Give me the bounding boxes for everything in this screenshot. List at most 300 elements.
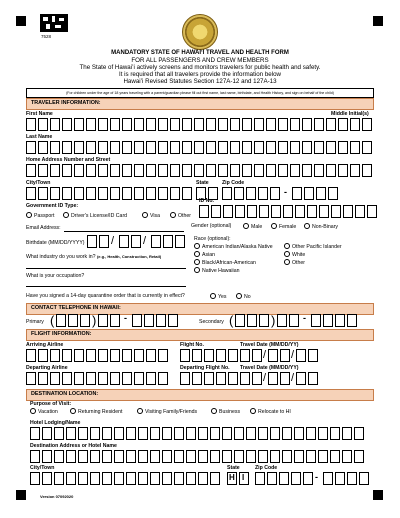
char-box[interactable] bbox=[98, 187, 108, 200]
char-box[interactable] bbox=[204, 372, 214, 385]
char-box[interactable] bbox=[218, 164, 228, 177]
char-box[interactable] bbox=[182, 141, 192, 154]
char-box[interactable] bbox=[158, 187, 168, 200]
char-box[interactable] bbox=[280, 372, 290, 385]
char-box[interactable] bbox=[132, 314, 142, 327]
char-box[interactable] bbox=[162, 427, 172, 440]
zip4-field[interactable] bbox=[292, 187, 340, 200]
char-box[interactable] bbox=[122, 118, 132, 131]
char-box[interactable] bbox=[270, 187, 280, 200]
char-box[interactable] bbox=[362, 118, 372, 131]
char-box[interactable] bbox=[206, 118, 216, 131]
char-box[interactable] bbox=[294, 450, 304, 463]
char-box[interactable] bbox=[138, 427, 148, 440]
char-box[interactable] bbox=[271, 205, 281, 218]
char-box[interactable] bbox=[114, 427, 124, 440]
char-box[interactable] bbox=[62, 118, 72, 131]
char-box[interactable] bbox=[114, 450, 124, 463]
char-box[interactable] bbox=[26, 118, 36, 131]
char-box[interactable] bbox=[216, 349, 226, 362]
char-box[interactable] bbox=[26, 349, 36, 362]
char-box[interactable] bbox=[74, 141, 84, 154]
char-box[interactable] bbox=[290, 141, 300, 154]
gender-radio-male[interactable] bbox=[243, 223, 262, 230]
char-box[interactable] bbox=[98, 314, 108, 327]
char-box[interactable] bbox=[131, 235, 141, 248]
char-box[interactable] bbox=[150, 427, 160, 440]
char-box[interactable] bbox=[175, 235, 185, 248]
arrival-day-field[interactable] bbox=[268, 349, 295, 362]
char-box[interactable] bbox=[255, 472, 265, 485]
birth-year-field[interactable] bbox=[151, 235, 187, 248]
purpose-radio-returning-resident[interactable] bbox=[70, 408, 122, 415]
char-box[interactable] bbox=[326, 141, 336, 154]
char-box[interactable] bbox=[330, 450, 340, 463]
char-box[interactable] bbox=[223, 205, 233, 218]
char-box[interactable] bbox=[90, 427, 100, 440]
industry-field[interactable] bbox=[26, 268, 186, 269]
char-box[interactable] bbox=[158, 164, 168, 177]
char-box[interactable] bbox=[50, 164, 60, 177]
char-box[interactable] bbox=[163, 235, 173, 248]
char-box[interactable] bbox=[182, 187, 192, 200]
char-box[interactable] bbox=[50, 187, 60, 200]
char-box[interactable] bbox=[122, 349, 132, 362]
char-box[interactable] bbox=[134, 164, 144, 177]
char-box[interactable] bbox=[90, 450, 100, 463]
char-box[interactable] bbox=[162, 472, 172, 485]
char-box[interactable] bbox=[62, 187, 72, 200]
char-box[interactable] bbox=[350, 141, 360, 154]
char-box[interactable] bbox=[102, 450, 112, 463]
char-box[interactable] bbox=[134, 118, 144, 131]
hotel-lodging-field[interactable] bbox=[30, 427, 366, 440]
char-box[interactable] bbox=[168, 314, 178, 327]
char-box[interactable] bbox=[204, 349, 214, 362]
char-box[interactable] bbox=[199, 205, 209, 218]
race-radio-black[interactable] bbox=[194, 259, 256, 266]
purpose-radio-vacation[interactable] bbox=[30, 408, 58, 415]
char-box[interactable] bbox=[74, 349, 84, 362]
char-box[interactable] bbox=[170, 164, 180, 177]
char-box[interactable] bbox=[302, 164, 312, 177]
char-box[interactable] bbox=[319, 205, 329, 218]
char-box[interactable] bbox=[30, 427, 40, 440]
char-box[interactable] bbox=[74, 118, 84, 131]
char-box[interactable] bbox=[151, 235, 161, 248]
char-box[interactable] bbox=[326, 118, 336, 131]
char-box[interactable] bbox=[342, 450, 352, 463]
char-box[interactable] bbox=[210, 472, 220, 485]
char-box[interactable] bbox=[87, 235, 97, 248]
char-box[interactable] bbox=[38, 372, 48, 385]
secondary-area-code-field[interactable] bbox=[235, 314, 271, 327]
char-box[interactable] bbox=[295, 205, 305, 218]
char-box[interactable] bbox=[122, 141, 132, 154]
char-box[interactable] bbox=[102, 472, 112, 485]
char-box[interactable] bbox=[308, 372, 318, 385]
char-box[interactable] bbox=[266, 164, 276, 177]
char-box[interactable] bbox=[98, 349, 108, 362]
char-box[interactable] bbox=[258, 427, 268, 440]
char-box[interactable] bbox=[230, 164, 240, 177]
departure-day-field[interactable] bbox=[268, 372, 295, 385]
char-box[interactable] bbox=[102, 427, 112, 440]
char-box[interactable] bbox=[234, 450, 244, 463]
char-box[interactable] bbox=[134, 349, 144, 362]
char-box[interactable] bbox=[170, 187, 180, 200]
char-box[interactable] bbox=[278, 118, 288, 131]
char-box[interactable] bbox=[174, 472, 184, 485]
char-box[interactable] bbox=[122, 372, 132, 385]
char-box[interactable] bbox=[86, 187, 96, 200]
char-box[interactable] bbox=[122, 187, 132, 200]
char-box[interactable] bbox=[270, 427, 280, 440]
char-box[interactable] bbox=[359, 472, 369, 485]
char-box[interactable] bbox=[146, 164, 156, 177]
char-box[interactable] bbox=[42, 427, 52, 440]
char-box[interactable] bbox=[110, 118, 120, 131]
primary-line-field[interactable] bbox=[132, 314, 180, 327]
char-box[interactable] bbox=[192, 372, 202, 385]
primary-exchange-field[interactable] bbox=[98, 314, 122, 327]
char-box[interactable] bbox=[30, 472, 40, 485]
char-box[interactable] bbox=[119, 235, 129, 248]
arrival-month-field[interactable] bbox=[240, 349, 267, 362]
char-box[interactable] bbox=[110, 164, 120, 177]
destination-address-field[interactable] bbox=[30, 450, 366, 463]
char-box[interactable] bbox=[289, 314, 299, 327]
char-box[interactable] bbox=[218, 118, 228, 131]
char-box[interactable] bbox=[110, 349, 120, 362]
char-box[interactable] bbox=[98, 372, 108, 385]
char-box[interactable] bbox=[311, 314, 321, 327]
char-box[interactable] bbox=[182, 164, 192, 177]
char-box[interactable] bbox=[338, 141, 348, 154]
char-box[interactable] bbox=[294, 427, 304, 440]
char-box[interactable] bbox=[314, 118, 324, 131]
char-box[interactable] bbox=[186, 472, 196, 485]
char-box[interactable] bbox=[174, 427, 184, 440]
char-box[interactable] bbox=[26, 187, 36, 200]
departing-airline-field[interactable] bbox=[26, 372, 170, 385]
char-box[interactable] bbox=[211, 205, 221, 218]
char-box[interactable] bbox=[354, 427, 364, 440]
purpose-radio-visiting-family[interactable] bbox=[137, 408, 197, 415]
char-box[interactable] bbox=[110, 314, 120, 327]
char-box[interactable] bbox=[291, 472, 301, 485]
char-box[interactable] bbox=[240, 372, 250, 385]
char-box[interactable] bbox=[30, 450, 40, 463]
secondary-exchange-field[interactable] bbox=[277, 314, 301, 327]
departing-flight-no-field[interactable] bbox=[180, 372, 240, 385]
char-box[interactable] bbox=[268, 349, 278, 362]
char-box[interactable] bbox=[222, 427, 232, 440]
char-box[interactable] bbox=[350, 118, 360, 131]
char-box[interactable] bbox=[56, 314, 66, 327]
char-box[interactable] bbox=[296, 349, 306, 362]
char-box[interactable] bbox=[308, 349, 318, 362]
char-box[interactable] bbox=[210, 427, 220, 440]
email-field[interactable] bbox=[64, 231, 184, 232]
char-box[interactable] bbox=[307, 205, 317, 218]
char-box[interactable] bbox=[218, 141, 228, 154]
secondary-line-field[interactable] bbox=[311, 314, 359, 327]
char-box[interactable] bbox=[126, 427, 136, 440]
char-box[interactable] bbox=[247, 205, 257, 218]
char-box[interactable] bbox=[222, 187, 232, 200]
quarantine-radio-yes[interactable] bbox=[210, 293, 226, 300]
char-box[interactable] bbox=[170, 118, 180, 131]
char-box[interactable] bbox=[254, 118, 264, 131]
char-box[interactable] bbox=[254, 164, 264, 177]
char-box[interactable] bbox=[146, 372, 156, 385]
char-box[interactable] bbox=[354, 450, 364, 463]
char-box[interactable] bbox=[110, 187, 120, 200]
char-box[interactable] bbox=[296, 372, 306, 385]
char-box[interactable] bbox=[343, 205, 353, 218]
char-box[interactable] bbox=[302, 118, 312, 131]
char-box[interactable] bbox=[316, 187, 326, 200]
char-box[interactable] bbox=[235, 314, 245, 327]
char-box[interactable] bbox=[347, 314, 357, 327]
char-box[interactable] bbox=[170, 141, 180, 154]
char-box[interactable] bbox=[134, 141, 144, 154]
char-box[interactable] bbox=[194, 164, 204, 177]
char-box[interactable] bbox=[252, 349, 262, 362]
char-box[interactable] bbox=[110, 141, 120, 154]
race-radio-asian[interactable] bbox=[194, 251, 215, 258]
zip-field[interactable] bbox=[222, 187, 282, 200]
char-box[interactable] bbox=[86, 118, 96, 131]
char-box[interactable] bbox=[180, 349, 190, 362]
char-box[interactable] bbox=[99, 235, 109, 248]
char-box[interactable] bbox=[110, 372, 120, 385]
char-box[interactable] bbox=[158, 372, 168, 385]
char-box[interactable] bbox=[144, 314, 154, 327]
char-box[interactable] bbox=[306, 427, 316, 440]
char-box[interactable] bbox=[182, 118, 192, 131]
arriving-airline-field[interactable] bbox=[26, 349, 170, 362]
char-box[interactable] bbox=[158, 349, 168, 362]
char-box[interactable] bbox=[86, 372, 96, 385]
race-radio-american-indian[interactable] bbox=[194, 243, 273, 250]
char-box[interactable] bbox=[266, 141, 276, 154]
middle-initial-field[interactable] bbox=[338, 118, 374, 131]
char-box[interactable] bbox=[206, 141, 216, 154]
char-box[interactable] bbox=[192, 349, 202, 362]
char-box[interactable] bbox=[54, 472, 64, 485]
char-box[interactable] bbox=[38, 164, 48, 177]
char-box[interactable] bbox=[26, 141, 36, 154]
char-box[interactable] bbox=[62, 141, 72, 154]
char-box[interactable] bbox=[267, 472, 277, 485]
id-radio-visa[interactable] bbox=[142, 212, 160, 219]
char-box[interactable] bbox=[38, 118, 48, 131]
id-radio-drivers-license[interactable] bbox=[63, 212, 127, 219]
flight-no-field[interactable] bbox=[180, 349, 240, 362]
char-box[interactable] bbox=[303, 472, 313, 485]
char-box[interactable] bbox=[150, 472, 160, 485]
char-box[interactable] bbox=[158, 118, 168, 131]
char-box[interactable] bbox=[68, 314, 78, 327]
char-box[interactable] bbox=[134, 187, 144, 200]
char-box[interactable] bbox=[367, 205, 377, 218]
char-box[interactable] bbox=[42, 450, 52, 463]
char-box[interactable] bbox=[230, 118, 240, 131]
char-box[interactable] bbox=[198, 472, 208, 485]
gender-radio-female[interactable] bbox=[271, 223, 296, 230]
char-box[interactable] bbox=[266, 118, 276, 131]
char-box[interactable] bbox=[62, 164, 72, 177]
char-box[interactable] bbox=[280, 349, 290, 362]
char-box[interactable] bbox=[278, 164, 288, 177]
char-box[interactable] bbox=[194, 118, 204, 131]
destination-city-field[interactable] bbox=[30, 472, 222, 485]
char-box[interactable] bbox=[54, 427, 64, 440]
char-box[interactable] bbox=[180, 372, 190, 385]
char-box[interactable] bbox=[254, 141, 264, 154]
char-box[interactable] bbox=[66, 427, 76, 440]
char-box[interactable] bbox=[338, 164, 348, 177]
char-box[interactable] bbox=[62, 349, 72, 362]
char-box[interactable] bbox=[342, 427, 352, 440]
char-box[interactable] bbox=[290, 118, 300, 131]
char-box[interactable] bbox=[198, 450, 208, 463]
char-box[interactable] bbox=[326, 164, 336, 177]
char-box[interactable] bbox=[126, 472, 136, 485]
char-box[interactable] bbox=[222, 450, 232, 463]
char-box[interactable] bbox=[302, 141, 312, 154]
char-box[interactable] bbox=[258, 450, 268, 463]
char-box[interactable] bbox=[323, 472, 333, 485]
char-box[interactable] bbox=[240, 349, 250, 362]
char-box[interactable] bbox=[186, 427, 196, 440]
char-box[interactable] bbox=[98, 141, 108, 154]
char-box[interactable] bbox=[162, 450, 172, 463]
char-box[interactable] bbox=[66, 472, 76, 485]
char-box[interactable] bbox=[234, 427, 244, 440]
char-box[interactable] bbox=[290, 164, 300, 177]
char-box[interactable] bbox=[318, 427, 328, 440]
char-box[interactable] bbox=[146, 141, 156, 154]
char-box[interactable] bbox=[259, 205, 269, 218]
char-box[interactable] bbox=[80, 314, 90, 327]
char-box[interactable] bbox=[246, 450, 256, 463]
destination-zip-field[interactable] bbox=[255, 472, 315, 485]
char-box[interactable] bbox=[246, 187, 256, 200]
char-box[interactable] bbox=[278, 141, 288, 154]
char-box[interactable] bbox=[62, 372, 72, 385]
char-box[interactable] bbox=[138, 472, 148, 485]
char-box[interactable] bbox=[242, 118, 252, 131]
char-box[interactable] bbox=[270, 450, 280, 463]
char-box[interactable] bbox=[331, 205, 341, 218]
char-box[interactable] bbox=[98, 164, 108, 177]
char-box[interactable] bbox=[122, 164, 132, 177]
char-box[interactable] bbox=[318, 450, 328, 463]
char-box[interactable] bbox=[242, 164, 252, 177]
race-radio-native-hawaiian[interactable] bbox=[194, 267, 239, 274]
char-box[interactable] bbox=[228, 372, 238, 385]
char-box[interactable] bbox=[314, 141, 324, 154]
char-box[interactable] bbox=[279, 472, 289, 485]
char-box[interactable] bbox=[328, 187, 338, 200]
char-box[interactable] bbox=[114, 472, 124, 485]
char-box[interactable] bbox=[347, 472, 357, 485]
char-box[interactable] bbox=[50, 118, 60, 131]
race-radio-other[interactable] bbox=[284, 259, 305, 266]
char-box[interactable] bbox=[74, 187, 84, 200]
city-field[interactable] bbox=[26, 187, 194, 200]
char-box[interactable] bbox=[78, 450, 88, 463]
char-box[interactable] bbox=[146, 187, 156, 200]
char-box[interactable] bbox=[330, 427, 340, 440]
char-box[interactable] bbox=[146, 349, 156, 362]
race-radio-pacific-islander[interactable] bbox=[284, 243, 342, 250]
char-box[interactable] bbox=[66, 450, 76, 463]
char-box[interactable] bbox=[234, 187, 244, 200]
departure-month-field[interactable] bbox=[240, 372, 267, 385]
char-box[interactable] bbox=[210, 450, 220, 463]
char-box[interactable] bbox=[282, 450, 292, 463]
char-box[interactable] bbox=[86, 141, 96, 154]
char-box[interactable] bbox=[26, 164, 36, 177]
char-box[interactable] bbox=[350, 164, 360, 177]
purpose-radio-business[interactable] bbox=[211, 408, 240, 415]
destination-zip4-field[interactable] bbox=[323, 472, 371, 485]
char-box[interactable] bbox=[78, 427, 88, 440]
char-box[interactable] bbox=[146, 118, 156, 131]
char-box[interactable] bbox=[228, 349, 238, 362]
purpose-radio-relocate[interactable] bbox=[250, 408, 291, 415]
char-box[interactable] bbox=[216, 372, 226, 385]
char-box[interactable] bbox=[54, 450, 64, 463]
char-box[interactable] bbox=[259, 314, 269, 327]
char-box[interactable] bbox=[38, 141, 48, 154]
gender-radio-nonbinary[interactable] bbox=[304, 223, 338, 230]
char-box[interactable] bbox=[126, 450, 136, 463]
char-box[interactable] bbox=[158, 141, 168, 154]
char-box[interactable] bbox=[186, 450, 196, 463]
race-radio-white[interactable] bbox=[284, 251, 305, 258]
home-address-field[interactable] bbox=[26, 164, 374, 177]
char-box[interactable] bbox=[138, 450, 148, 463]
departure-year-field[interactable] bbox=[296, 372, 320, 385]
id-number-field[interactable] bbox=[199, 205, 379, 218]
char-box[interactable] bbox=[338, 118, 348, 131]
char-box[interactable] bbox=[283, 205, 293, 218]
char-box[interactable] bbox=[198, 427, 208, 440]
char-box[interactable] bbox=[90, 472, 100, 485]
quarantine-radio-no[interactable] bbox=[236, 293, 251, 300]
char-box[interactable] bbox=[150, 450, 160, 463]
char-box[interactable] bbox=[246, 427, 256, 440]
char-box[interactable] bbox=[86, 349, 96, 362]
char-box[interactable] bbox=[242, 141, 252, 154]
char-box[interactable] bbox=[335, 314, 345, 327]
id-radio-passport[interactable] bbox=[26, 212, 54, 219]
birth-day-field[interactable] bbox=[119, 235, 143, 248]
char-box[interactable] bbox=[98, 118, 108, 131]
char-box[interactable] bbox=[134, 372, 144, 385]
char-box[interactable] bbox=[292, 187, 302, 200]
last-name-field[interactable] bbox=[26, 141, 374, 154]
first-name-field[interactable] bbox=[26, 118, 338, 131]
char-box[interactable] bbox=[235, 205, 245, 218]
char-box[interactable] bbox=[252, 372, 262, 385]
char-box[interactable] bbox=[282, 427, 292, 440]
